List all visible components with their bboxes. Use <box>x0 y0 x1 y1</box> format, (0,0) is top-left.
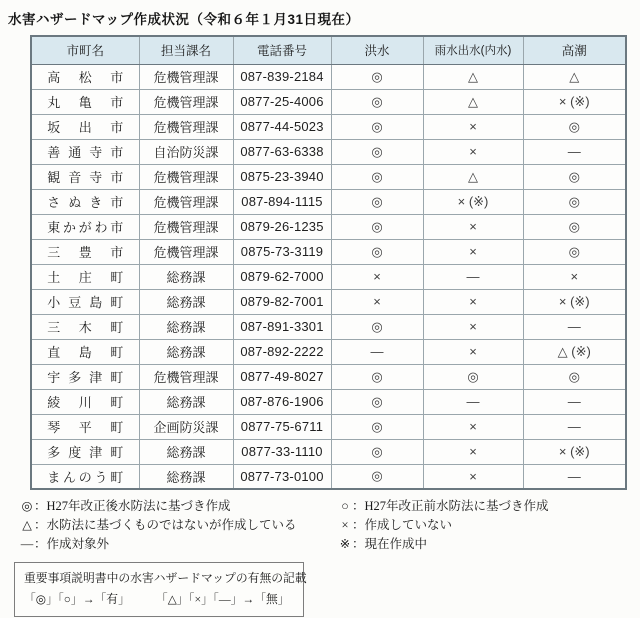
city-name-cell <box>31 439 139 464</box>
legend-item <box>20 535 338 553</box>
table-row <box>31 114 626 139</box>
city-name: 善通寺市 <box>47 145 124 160</box>
department-name: 危機管理課 <box>139 239 233 264</box>
storm-surge-status: ◎ <box>523 239 626 264</box>
note-box <box>14 562 307 616</box>
city-name-cell <box>31 339 139 364</box>
legend-text: 現在作成中 <box>364 537 428 552</box>
flood-status: ◎ <box>331 164 423 189</box>
city-name: 東かがわ市 <box>47 220 124 235</box>
department-name: 危機管理課 <box>139 114 233 139</box>
department-name: 総務課 <box>139 314 233 339</box>
header-department: 担当課名 <box>139 36 233 64</box>
city-name: 綾川町 <box>47 395 124 410</box>
phone-number: 0879-26-1235 <box>233 214 331 239</box>
rainwater-status: △ <box>423 164 523 189</box>
phone-number: 087-839-2184 <box>233 64 331 89</box>
legend-symbol: × <box>341 518 349 533</box>
legend-item <box>20 497 338 515</box>
rainwater-status: × <box>423 214 523 239</box>
city-name: 観音寺市 <box>47 170 124 185</box>
header-storm-surge: 高潮 <box>523 36 626 64</box>
rainwater-status: × <box>423 289 523 314</box>
legend-separator: ： <box>34 537 47 552</box>
table-row <box>31 339 626 364</box>
storm-surge-status: ― <box>523 389 626 414</box>
phone-number: 0877-63-6338 <box>233 139 331 164</box>
flood-status: ◎ <box>331 189 423 214</box>
storm-surge-status: ◎ <box>523 164 626 189</box>
department-name: 総務課 <box>139 289 233 314</box>
storm-surge-status: ◎ <box>523 114 626 139</box>
storm-surge-status: △ <box>523 64 626 89</box>
rainwater-status: ― <box>423 264 523 289</box>
department-name: 総務課 <box>139 464 233 489</box>
legend-symbol: ※ <box>339 537 351 552</box>
department-name: 危機管理課 <box>139 214 233 239</box>
phone-number: 0879-62-7000 <box>233 264 331 289</box>
legend-item <box>338 516 640 534</box>
rainwater-status: × <box>423 139 523 164</box>
rainwater-status: ◎ <box>423 364 523 389</box>
legend-separator: ： <box>352 499 365 513</box>
table-row <box>31 264 626 289</box>
department-name: 総務課 <box>139 389 233 414</box>
city-name: 高松市 <box>47 70 124 85</box>
table-row <box>31 214 626 239</box>
phone-number: 087-891-3301 <box>233 314 331 339</box>
city-name: さぬき市 <box>47 195 124 210</box>
storm-surge-status: × <box>523 264 626 289</box>
note-box-line1: 重要事項説明書中の水害ハザードマップの有無の記載 <box>24 571 307 586</box>
legend-symbol: ◎ <box>21 499 33 513</box>
phone-number: 0875-73-3119 <box>233 239 331 264</box>
legend-text: H27年改正後水防法に基づき作成 <box>46 499 231 513</box>
table-row <box>31 239 626 264</box>
phone-number: 0877-25-4006 <box>233 89 331 114</box>
legend-symbol: ― <box>20 537 34 552</box>
department-name: 危機管理課 <box>139 189 233 214</box>
city-name-cell <box>31 389 139 414</box>
legend-text: 作成対象外 <box>46 537 110 552</box>
city-name: 小豆島町 <box>47 295 124 310</box>
rainwater-status: △ <box>423 64 523 89</box>
legend-text: H27年改正前水防法に基づき作成 <box>364 499 549 513</box>
phone-number: 087-876-1906 <box>233 389 331 414</box>
department-name: 企画防災課 <box>139 414 233 439</box>
table-row <box>31 464 626 489</box>
rainwater-status: × <box>423 439 523 464</box>
storm-surge-status: △ (※) <box>523 339 626 364</box>
flood-status: ◎ <box>331 214 423 239</box>
table-row <box>31 389 626 414</box>
city-name: 丸亀市 <box>47 95 124 110</box>
city-name: 坂出市 <box>47 120 124 135</box>
flood-status: ◎ <box>331 64 423 89</box>
flood-status: ◎ <box>331 239 423 264</box>
flood-status: ◎ <box>331 414 423 439</box>
phone-number: 0877-33-1110 <box>233 439 331 464</box>
city-name-cell <box>31 164 139 189</box>
flood-status: ◎ <box>331 114 423 139</box>
phone-number: 0877-73-0100 <box>233 464 331 489</box>
flood-status: ◎ <box>331 89 423 114</box>
department-name: 自治防災課 <box>139 139 233 164</box>
city-name-cell <box>31 464 139 489</box>
storm-surge-status: ― <box>523 414 626 439</box>
flood-status: × <box>331 264 423 289</box>
storm-surge-status: ◎ <box>523 364 626 389</box>
flood-status: ◎ <box>331 439 423 464</box>
flood-status: ◎ <box>331 139 423 164</box>
storm-surge-status: ◎ <box>523 214 626 239</box>
department-name: 総務課 <box>139 264 233 289</box>
header-city: 市町名 <box>31 36 139 64</box>
page-title: 水害ハザードマップ作成状況（令和６年１月31日現在） <box>8 12 360 27</box>
city-name-cell <box>31 289 139 314</box>
rainwater-status: × <box>423 464 523 489</box>
table-row <box>31 89 626 114</box>
legend-separator: ： <box>34 499 47 513</box>
city-name-cell <box>31 264 139 289</box>
legend-item <box>20 516 338 534</box>
note-box-rule-no: 「△」「×」「―」→「無」 <box>155 592 290 607</box>
city-name-cell <box>31 114 139 139</box>
storm-surge-status: × (※) <box>523 89 626 114</box>
city-name-cell <box>31 189 139 214</box>
table-header <box>31 36 626 64</box>
storm-surge-status: ― <box>523 464 626 489</box>
flood-status: × <box>331 289 423 314</box>
city-name-cell <box>31 139 139 164</box>
legend-separator: ： <box>34 518 47 533</box>
city-name-cell <box>31 239 139 264</box>
city-name: 直島町 <box>47 345 124 360</box>
table-row <box>31 164 626 189</box>
table-row <box>31 64 626 89</box>
department-name: 危機管理課 <box>139 64 233 89</box>
flood-status: ◎ <box>331 314 423 339</box>
table-row <box>31 439 626 464</box>
header-row <box>31 36 626 64</box>
legend <box>20 497 640 553</box>
city-name-cell <box>31 214 139 239</box>
legend-separator: ： <box>352 537 365 552</box>
note-box-line2 <box>24 589 295 610</box>
rainwater-status: × <box>423 239 523 264</box>
city-name: 琴平町 <box>47 420 124 435</box>
flood-status: ― <box>331 339 423 364</box>
phone-number: 0875-23-3940 <box>233 164 331 189</box>
table-row <box>31 289 626 314</box>
phone-number: 0877-75-6711 <box>233 414 331 439</box>
department-name: 総務課 <box>139 339 233 364</box>
city-name: 三豊市 <box>47 245 124 260</box>
city-name: 多度津町 <box>47 445 124 460</box>
city-name-cell <box>31 89 139 114</box>
department-name: 危機管理課 <box>139 89 233 114</box>
storm-surge-status: × (※) <box>523 289 626 314</box>
rainwater-status: × <box>423 339 523 364</box>
table-row <box>31 314 626 339</box>
storm-surge-status: ◎ <box>523 189 626 214</box>
flood-status: ◎ <box>331 389 423 414</box>
flood-status: ◎ <box>331 464 423 489</box>
rainwater-status: × <box>423 414 523 439</box>
rainwater-status: × (※) <box>423 189 523 214</box>
storm-surge-status: ― <box>523 314 626 339</box>
phone-number: 087-894-1115 <box>233 189 331 214</box>
legend-separator: ： <box>352 518 365 533</box>
city-name: まんのう町 <box>47 469 124 485</box>
storm-surge-status: × (※) <box>523 439 626 464</box>
rainwater-status: ― <box>423 389 523 414</box>
city-name-cell <box>31 64 139 89</box>
legend-item <box>338 497 640 515</box>
note-box-rule-yes: 「◎」「○」→「有」 <box>24 592 130 607</box>
city-name-cell <box>31 314 139 339</box>
table-row <box>31 189 626 214</box>
header-phone: 電話番号 <box>233 36 331 64</box>
header-flood: 洪水 <box>331 36 423 64</box>
storm-surge-status: ― <box>523 139 626 164</box>
department-name: 危機管理課 <box>139 364 233 389</box>
table-row <box>31 364 626 389</box>
phone-number: 0877-49-8027 <box>233 364 331 389</box>
table-row <box>31 414 626 439</box>
rainwater-status: × <box>423 114 523 139</box>
hazard-map-status-table <box>30 35 627 490</box>
legend-symbol: △ <box>22 518 32 533</box>
legend-text: 作成していない <box>364 518 453 533</box>
city-name: 宇多津町 <box>47 370 124 385</box>
city-name-cell <box>31 414 139 439</box>
department-name: 危機管理課 <box>139 164 233 189</box>
city-name: 三木町 <box>47 320 124 335</box>
rainwater-status: × <box>423 314 523 339</box>
legend-symbol: ○ <box>341 499 349 513</box>
rainwater-status: △ <box>423 89 523 114</box>
legend-text: 水防法に基づくものではないが作成している <box>46 518 297 533</box>
table-row <box>31 139 626 164</box>
table-body <box>31 64 626 489</box>
phone-number: 0879-82-7001 <box>233 289 331 314</box>
phone-number: 0877-44-5023 <box>233 114 331 139</box>
header-rainwater: 雨水出水(内水) <box>423 36 523 64</box>
flood-status: ◎ <box>331 364 423 389</box>
phone-number: 087-892-2222 <box>233 339 331 364</box>
city-name-cell <box>31 364 139 389</box>
city-name: 土庄町 <box>47 270 124 285</box>
legend-item <box>338 535 640 553</box>
department-name: 総務課 <box>139 439 233 464</box>
